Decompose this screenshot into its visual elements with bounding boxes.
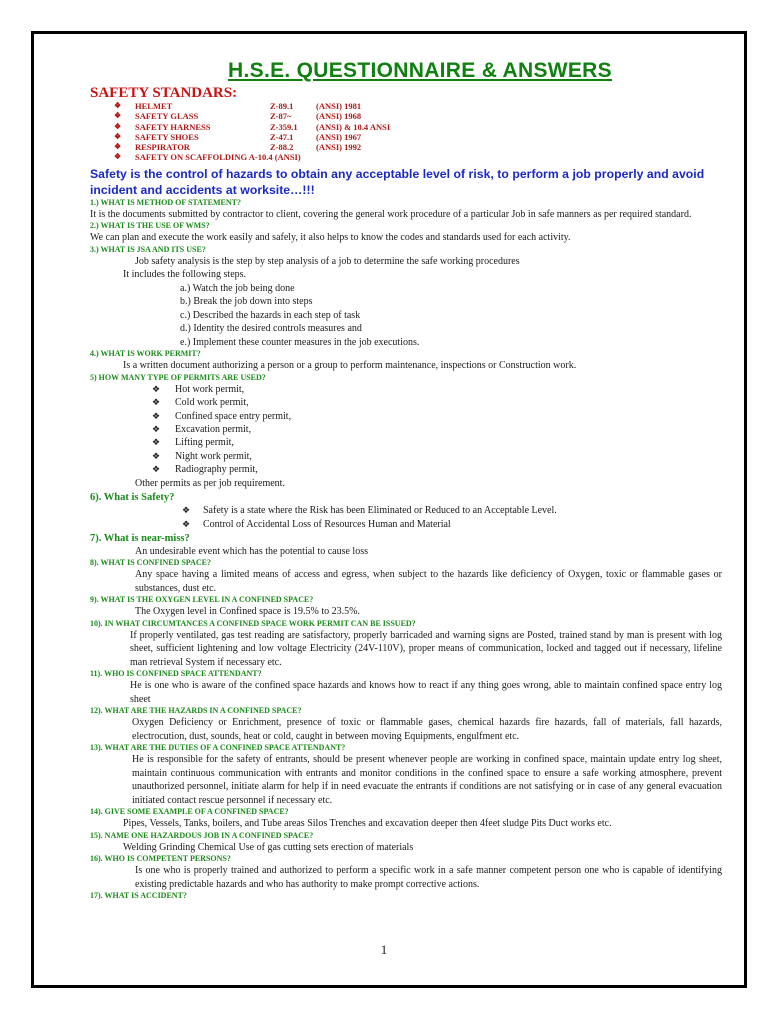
standard-name: SAFETY ON SCAFFOLDING A-10.4 (ANSI) xyxy=(135,152,301,163)
answer-7: An undesirable event which has the potential to cause loss xyxy=(135,545,368,557)
standards-heading: SAFETY STANDARS: xyxy=(90,85,238,101)
diamond-bullet-icon: ❖ xyxy=(114,121,122,131)
standard-row xyxy=(90,132,722,142)
permit-list-tail: Other permits as per job requirement. xyxy=(135,477,285,489)
question-3: 3.) WHAT IS JSA AND ITS USE? xyxy=(90,244,206,254)
question-11: 11). WHO IS CONFINED SPACE ATTENDANT? xyxy=(90,669,262,679)
answer-1: It is the documents submitted by contractor to client, covering the general work procedure of a particular Job in safe manners as per required standard. xyxy=(90,208,692,220)
standard-name: HELMET xyxy=(135,101,173,111)
list-item: ❖ Lifting permit, xyxy=(152,437,234,449)
answer-4: Is a written document authorizing a person or a group to perform maintenance, inspections or Construction work. xyxy=(123,360,577,372)
answer-15: Welding Grinding Chemical Use of gas cutting sets erection of materials xyxy=(123,841,414,853)
list-item: ❖ Cold work permit, xyxy=(152,397,249,409)
standard-row xyxy=(90,122,722,132)
list-item: ❖ Night work permit, xyxy=(152,450,252,462)
list-item: ❖ Confined space entry permit, xyxy=(152,410,292,422)
jsa-steps xyxy=(90,282,722,350)
answer-16: Is one who is properly trained and authorized to perform a specific work in a safe manner competent person one who is capable of identifying existing predictable hazards and who has authority to make prompt corrective actions. xyxy=(135,865,722,890)
standard-code: Z-87~ xyxy=(270,111,292,122)
diamond-bullet-icon: ❖ xyxy=(152,424,161,434)
standard-row xyxy=(90,101,722,111)
standard-code: Z-89.1 xyxy=(270,101,294,111)
list-item: ❖ Safety is a state where the Risk has been Eliminated or Reduced to an Acceptable Level. xyxy=(182,505,557,517)
diamond-bullet-icon: ❖ xyxy=(114,152,122,162)
diamond-bullet-icon: ❖ xyxy=(152,410,161,421)
question-17: 17). WHAT IS ACCIDENT? xyxy=(90,891,187,901)
question-4: 4.) WHAT IS WORK PERMIT? xyxy=(90,349,201,359)
standard-name: RESPIRATOR xyxy=(135,142,190,153)
jsa-step: a.) Watch the job being done xyxy=(180,282,295,294)
standard-code: Z-88.2 xyxy=(270,142,294,153)
question-14: 14). GIVE SOME EXAMPLE OF A CONFINED SPACE? xyxy=(90,807,289,817)
diamond-bullet-icon: ❖ xyxy=(114,111,122,121)
safety-definition: Safety is the control of hazards to obtain any acceptable level of risk, to perform a job properly and avoid incident and accidents at worksite…!!! xyxy=(90,166,705,197)
standard-row xyxy=(90,111,722,121)
jsa-step: b.) Break the job down into steps xyxy=(180,296,313,308)
standard-name: SAFETY HARNESS xyxy=(135,121,211,132)
question-9: 9). WHAT IS THE OXYGEN LEVEL IN A CONFINED SPACE? xyxy=(90,595,314,605)
answer-12: Oxygen Deficiency or Enrichment, presence of toxic or flammable gases, chemical hazards fire hazards, fall of materials, fall hazards, electrocution, dust, sounds, heat or cold, caught in between moving Equipments, engulfment etc. xyxy=(132,717,722,742)
diamond-bullet-icon: ❖ xyxy=(182,505,191,516)
answer-9: The Oxygen level in Confined space is 19.5% to 23.5%. xyxy=(135,606,360,618)
question-13: 13). WHAT ARE THE DUTIES OF A CONFINED SPACE ATTENDANT? xyxy=(90,743,346,753)
standard-ansi: (ANSI) 1968 xyxy=(316,111,362,122)
question-7: 7). What is near-miss? xyxy=(90,532,190,544)
question-10: 10). IN WHAT CIRCUMTANCES A CONFINED SPACE WORK PERMIT CAN BE ISSUED? xyxy=(90,618,416,628)
question-6: 6). What is Safety? xyxy=(90,492,175,504)
diamond-bullet-icon: ❖ xyxy=(152,383,161,394)
question-15: 15). NAME ONE HAZARDOUS JOB IN A CONFINED SPACE? xyxy=(90,830,314,840)
diamond-bullet-icon: ❖ xyxy=(114,131,122,141)
answer-13: He is responsible for the safety of entrants, should be present whenever people are working in confined space, maintain update entry log sheet, maintain continuous communication with entrants and monitor conditions in the confined space to ensure a safe working atmosphere, prevent unauthorized personnel, initiate alarm for help if in need evacuate the entrants if conditions are not satisfying or in case of any general evacuation initiated contact rescue personnel if necessary etc. xyxy=(132,754,722,806)
diamond-bullet-icon: ❖ xyxy=(152,397,161,408)
question-5: 5) HOW MANY TYPE OF PERMITS ARE USED? xyxy=(90,372,266,382)
question-1: 1.) WHAT IS METHOD OF STATEMENT? xyxy=(90,197,241,207)
diamond-bullet-icon: ❖ xyxy=(114,101,122,110)
standard-row xyxy=(90,142,722,152)
list-item: ❖ Radiography permit, xyxy=(152,464,258,476)
question-16: 16). WHO IS COMPETENT PERSONS? xyxy=(90,854,231,864)
question-8: 8). WHAT IS CONFINED SPACE? xyxy=(90,558,211,568)
answer-11: He is one who is aware of the confined space hazards and knows how to react if any thing goes wrong, able to maintain confined space entry log sheet xyxy=(130,680,722,705)
question-12: 12). WHAT ARE THE HAZARDS IN A CONFINED SPACE? xyxy=(90,706,302,716)
diamond-bullet-icon: ❖ xyxy=(182,518,191,529)
standard-name: SAFETY GLASS xyxy=(135,111,199,122)
standard-code: Z-47.1 xyxy=(270,131,294,142)
standard-ansi: (ANSI) 1992 xyxy=(316,142,362,153)
answer-3-steps-intro: It includes the following steps. xyxy=(123,269,247,281)
list-item: ❖ Hot work permit, xyxy=(152,383,245,395)
document-title: H.S.E. QUESTIONNAIRE & ANSWERS xyxy=(228,59,612,82)
list-item: ❖ Excavation permit, xyxy=(152,424,252,435)
jsa-step: c.) Described the hazards in each step of task xyxy=(180,309,361,321)
diamond-bullet-icon: ❖ xyxy=(114,142,122,152)
question-2: 2.) WHAT IS THE USE OF WMS? xyxy=(90,221,210,231)
diamond-bullet-icon: ❖ xyxy=(152,450,161,461)
page-number: 1 xyxy=(380,942,388,957)
diamond-bullet-icon: ❖ xyxy=(152,437,161,448)
standard-ansi: (ANSI) 1981 xyxy=(316,101,362,111)
jsa-step: e.) Implement these counter measures in the job executions. xyxy=(180,336,420,348)
safety-points xyxy=(90,504,722,531)
answer-3: Job safety analysis is the step by step analysis of a job to determine the safe working procedures xyxy=(135,255,520,267)
answer-2: We can plan and execute the work easily and safely, it also helps to know the codes and standards used for each activity. xyxy=(90,232,571,244)
standard-ansi: (ANSI) & 10.4 ANSI xyxy=(316,121,391,132)
diamond-bullet-icon: ❖ xyxy=(152,464,161,475)
answer-8: Any space having a limited means of access and egress, when subject to the hazards like deficiency of Oxygen, toxic or flammable gases or substances, dust etc. xyxy=(135,569,722,594)
list-item: ❖ Control of Accidental Loss of Resources Human and Material xyxy=(182,518,451,530)
standard-code: Z-359.1 xyxy=(270,121,298,132)
jsa-step: d.) Identity the desired controls measures and xyxy=(180,323,362,335)
standard-ansi: (ANSI) 1967 xyxy=(316,131,362,142)
answer-14: Pipes, Vessels, Tanks, boilers, and Tube areas Silos Trenches and excavation deeper then 4feet sludge Pits Duct works etc. xyxy=(123,818,612,830)
standard-name: SAFETY SHOES xyxy=(135,131,199,142)
permit-list xyxy=(90,383,722,477)
standards-list xyxy=(90,101,722,163)
document-body xyxy=(90,58,722,901)
standard-row xyxy=(90,152,722,162)
answer-10: If properly ventilated, gas test reading are satisfactory, properly barricaded and warning signs are Posted, trained stand by man is present with log sheet, sufficient lightening and low voltage Electricity (24V-110V), proper means of communication, locked and tagged out if necessary, lifeline man retrieval System if necessary etc. xyxy=(130,629,722,668)
